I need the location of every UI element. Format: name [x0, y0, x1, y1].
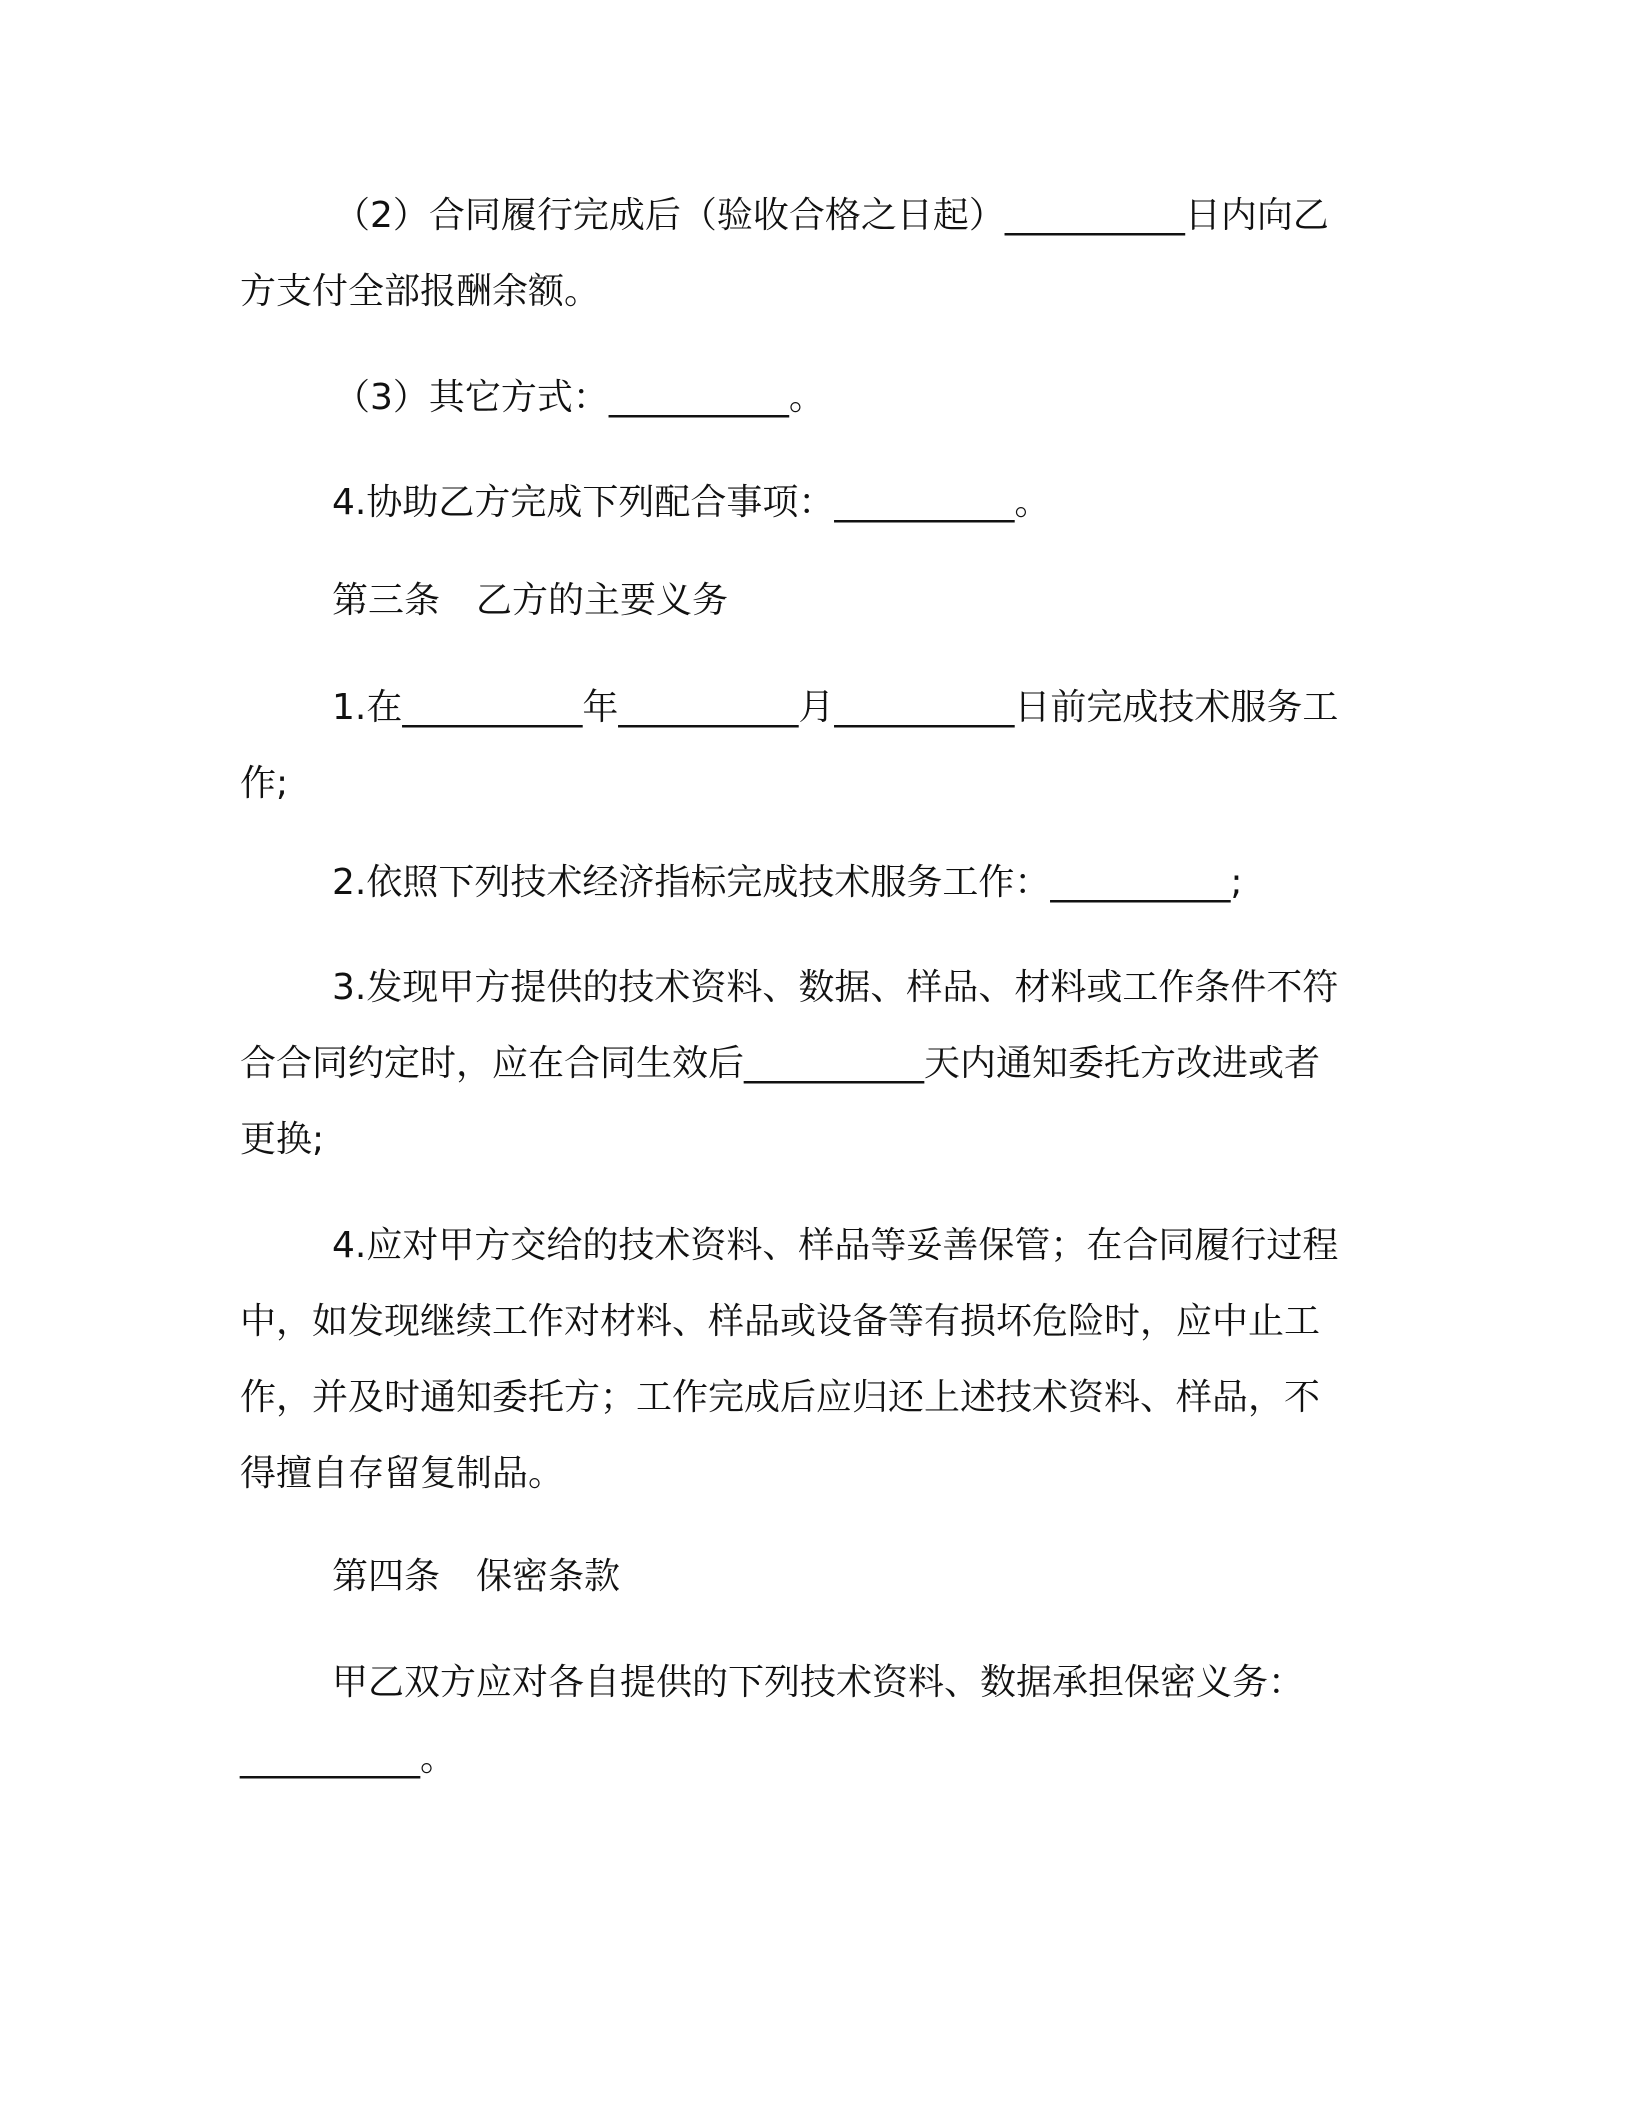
article-3-heading: 第三条 乙方的主要义务: [332, 580, 729, 621]
payment-clause-2-line-2: 方支付全部报酬余额。: [240, 271, 601, 312]
party-b-duty-2: 2.依照下列技术经济指标完成技术服务工作：__________;: [332, 862, 1243, 903]
party-b-duty-4-line-4: 得擅自存留复制品。: [240, 1453, 565, 1494]
party-b-duty-3-line-2: 合合同约定时，应在合同生效后__________天内通知委托方改进或者: [240, 1043, 1321, 1084]
payment-clause-2-line-1: （2）合同履行完成后（验收合格之日起）__________日内向乙: [334, 195, 1329, 236]
payment-clause-3: （3）其它方式：__________。: [334, 377, 825, 418]
party-b-duty-4-line-1: 4.应对甲方交给的技术资料、样品等妥善保管；在合同履行过程: [332, 1225, 1339, 1266]
party-b-duty-4-line-2: 中，如发现继续工作对材料、样品或设备等有损坏危险时，应中止工: [240, 1301, 1321, 1342]
party-b-duty-1-line-2: 作;: [240, 763, 289, 804]
confidentiality-line-2: __________。: [240, 1738, 457, 1779]
party-a-duty-4: 4.协助乙方完成下列配合事项：__________。: [332, 482, 1051, 523]
confidentiality-line-1: 甲乙双方应对各自提供的下列技术资料、数据承担保密义务：: [332, 1662, 1305, 1703]
article-4-heading: 第四条 保密条款: [332, 1556, 621, 1597]
party-b-duty-4-line-3: 作，并及时通知委托方；工作完成后应归还上述技术资料、样品，不: [240, 1377, 1321, 1418]
party-b-duty-3-line-1: 3.发现甲方提供的技术资料、数据、样品、材料或工作条件不符: [332, 967, 1339, 1008]
party-b-duty-3-line-3: 更换;: [240, 1119, 325, 1160]
party-b-duty-1-line-1: 1.在__________年__________月__________日前完成技术服务工: [332, 687, 1339, 728]
